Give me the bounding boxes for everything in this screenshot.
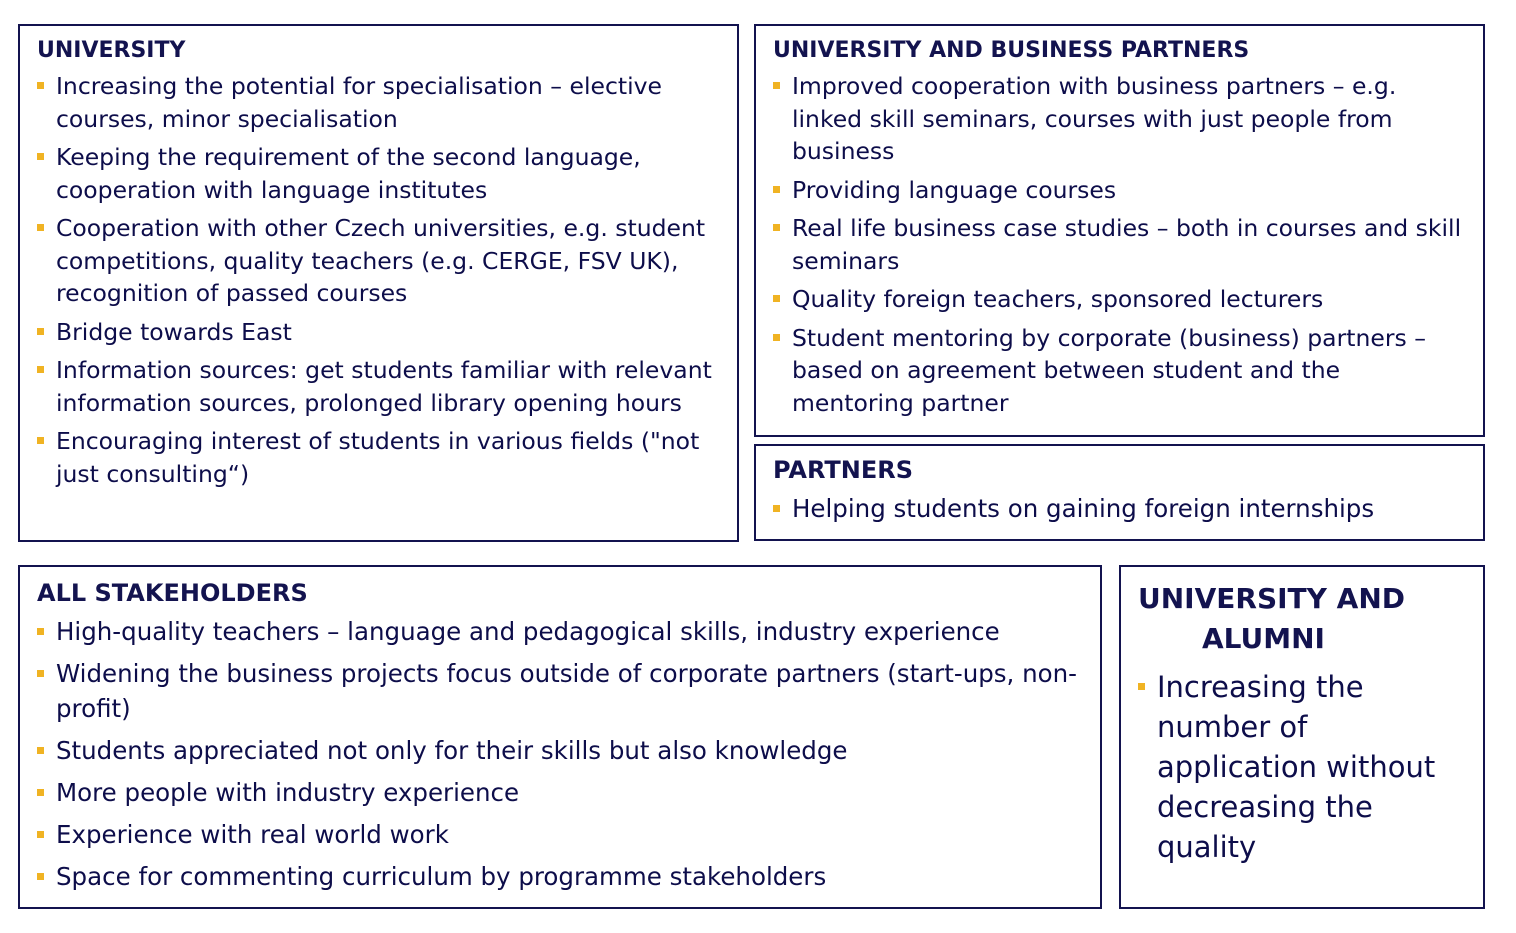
uni-business-list (773, 70, 1469, 419)
bullet-icon (773, 82, 780, 89)
bullet-icon (773, 186, 780, 193)
bullet-icon (37, 224, 44, 231)
partners-list (773, 491, 1469, 526)
uni-alumni-title (1138, 579, 1473, 659)
all-stakeholders-box (18, 565, 1102, 909)
list-item: Space for commenting curriculum by programme stakeholders (37, 859, 1086, 894)
list-item: Cooperation with other Czech universities, e.g. student competitions, quality teachers (e.g. CERGE, FSV UK), recognition of passed courses (37, 212, 723, 310)
uni-business-title: UNIVERSITY AND BUSINESS PARTNERS (773, 38, 1250, 63)
bullet-icon (773, 295, 780, 302)
university-title: UNIVERSITY (37, 38, 186, 63)
list-item: Keeping the requirement of the second language, cooperation with language institutes (37, 141, 723, 206)
bullet-icon (37, 670, 44, 677)
uni-alumni-title-line1: UNIVERSITY AND (1138, 582, 1405, 615)
bullet-icon (37, 747, 44, 754)
bullet-icon (37, 628, 44, 635)
list-item: Students appreciated not only for their skills but also knowledge (37, 733, 1086, 768)
list-item: Increasing the number of application without decreasing the quality (1138, 667, 1473, 867)
list-item: High-quality teachers – language and pedagogical skills, industry experience (37, 614, 1086, 649)
list-item: Student mentoring by corporate (business) partners – based on agreement between student and the mentoring partner (773, 322, 1469, 420)
uni-alumni-list (1138, 667, 1473, 867)
university-list (37, 70, 723, 490)
bullet-icon (37, 153, 44, 160)
all-stakeholders-list (37, 614, 1086, 894)
list-item: Providing language courses (773, 174, 1469, 207)
bullet-icon (1138, 683, 1145, 690)
all-stakeholders-title: ALL STAKEHOLDERS (37, 579, 308, 607)
bullet-icon (37, 82, 44, 89)
bullet-icon (37, 873, 44, 880)
bullet-icon (37, 789, 44, 796)
bullet-icon (37, 366, 44, 373)
list-item: Real life business case studies – both in courses and skill seminars (773, 212, 1469, 277)
list-item: Widening the business projects focus outside of corporate partners (start-ups, non-profit) (37, 656, 1086, 726)
list-item: Bridge towards East (37, 316, 723, 349)
list-item: Experience with real world work (37, 817, 1086, 852)
bullet-icon (37, 437, 44, 444)
list-item: More people with industry experience (37, 775, 1086, 810)
bullet-icon (773, 505, 780, 512)
list-item: Encouraging interest of students in various fields ("not just consulting“) (37, 425, 723, 490)
list-item: Improved cooperation with business partners – e.g. linked skill seminars, courses with just people from business (773, 70, 1469, 168)
university-box (18, 24, 739, 542)
list-item: Helping students on gaining foreign internships (773, 491, 1469, 526)
list-item: Information sources: get students familiar with relevant information sources, prolonged library opening hours (37, 354, 723, 419)
uni-alumni-title-line2: ALUMNI (1202, 622, 1325, 655)
list-item: Increasing the potential for specialisation – elective courses, minor specialisation (37, 70, 723, 135)
uni-alumni-box (1119, 565, 1485, 909)
bullet-icon (37, 831, 44, 838)
bullet-icon (773, 334, 780, 341)
list-item: Quality foreign teachers, sponsored lecturers (773, 283, 1469, 316)
uni-business-box (754, 24, 1485, 437)
partners-title: PARTNERS (773, 456, 913, 484)
partners-box (754, 444, 1485, 541)
bullet-icon (773, 224, 780, 231)
bullet-icon (37, 328, 44, 335)
